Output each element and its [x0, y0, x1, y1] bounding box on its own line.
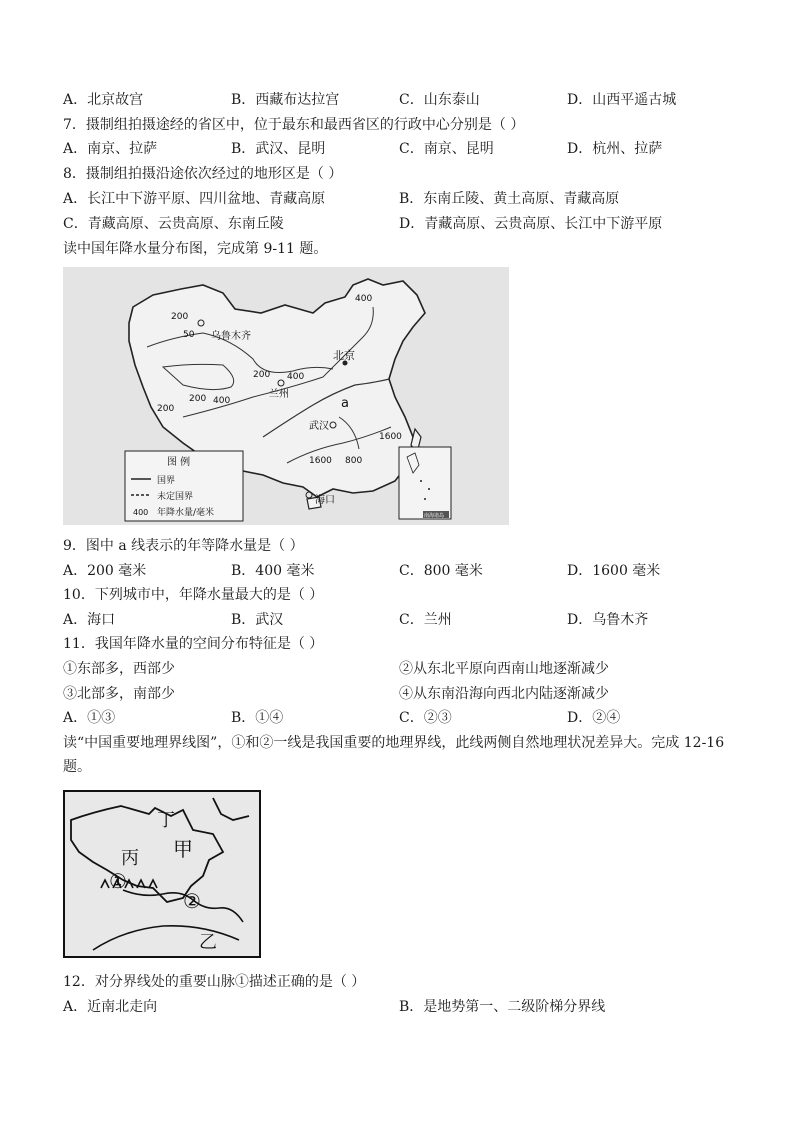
q7-option-b: B．武汉、昆明	[231, 141, 326, 157]
q7-option-a: A．南京、拉萨	[63, 141, 158, 157]
intro-12-16: 读“中国重要地理界线图”，①和②一线是我国重要的地理界线，此线两侧自然地理状况差异大。完成 12-16 题。	[63, 735, 725, 775]
q6-option-a: A．北京故宫	[63, 92, 144, 108]
q11-statement-2: ②从东北平原向西南山地逐渐减少	[399, 661, 609, 677]
isohyet-label: 50	[183, 330, 195, 340]
label-urumqi: 乌鲁木齐	[211, 331, 251, 342]
q6-option-c: C．山东泰山	[399, 92, 480, 108]
label-wuhan: 武汉	[309, 421, 329, 432]
label-yi: 乙	[199, 932, 217, 953]
legend-item-border: 国界	[157, 476, 176, 486]
q7-option-d: D．杭州、拉萨	[567, 141, 663, 157]
q11-option-b: B．①④	[231, 710, 284, 726]
q11-option-a: A．①③	[63, 710, 116, 726]
q8-option-d: D．青藏高原、云贵高原、长江中下游平原	[399, 216, 663, 232]
inset-island	[428, 488, 430, 490]
isohyet-label: 200	[171, 312, 189, 322]
legend-item-precipitation: 年降水量/毫米	[157, 508, 215, 518]
q11-statement-3: ③北部多，南部少	[63, 686, 175, 702]
isohyet-label: 1600	[309, 456, 332, 466]
q6-option-d: D．山西平遥古城	[567, 92, 677, 108]
inset-island	[424, 498, 426, 500]
isohyet-label: 800	[345, 456, 363, 466]
q11-option-d: D．②④	[567, 710, 621, 726]
inset-label: 南海诸岛	[424, 513, 445, 519]
label-jia: 甲	[173, 837, 193, 861]
legend-title: 图 例	[167, 457, 191, 468]
legend-item-undetermined-border: 未定国界	[157, 492, 194, 502]
q8-option-b: B．东南丘陵、黄土高原、青藏高原	[399, 191, 620, 207]
q10-option-c: C．兰州	[399, 612, 452, 628]
q11-stem: 11．我国年降水量的空间分布特征是（ ）	[63, 636, 324, 652]
q8-option-a: A．长江中下游平原、四川盆地、青藏高原	[63, 191, 326, 207]
label-lanzhou: 兰州	[269, 389, 289, 400]
isohyet-label: 200	[189, 394, 207, 404]
label-beijing: 北京	[333, 349, 355, 362]
q12-option-b: B．是地势第一、二级阶梯分界线	[399, 999, 606, 1015]
label-haikou: 海口	[315, 495, 335, 506]
q7-option-c: C．南京、昆明	[399, 141, 494, 157]
q8-option-c: C．青藏高原、云贵高原、东南丘陵	[63, 216, 284, 232]
q9-stem: 9．图中 a 线表示的年等降水量是（ ）	[63, 538, 304, 554]
label-circle-2: ②	[183, 889, 201, 913]
q11-statement-4: ④从东南沿海向西北内陆逐渐减少	[399, 686, 609, 702]
inset-island	[420, 480, 422, 482]
q9-option-c: C．800 毫米	[399, 563, 483, 579]
q10-option-d: D．乌鲁木齐	[567, 612, 649, 628]
isohyet-label: 400	[355, 294, 373, 304]
label-circle-1: ①	[109, 869, 127, 893]
q9-option-a: A．200 毫米	[63, 563, 147, 579]
q8-stem: 8．摄制组拍摄沿途依次经过的地形区是（ ）	[63, 166, 343, 182]
q7-stem: 7．摄制组拍摄途经的省区中，位于最东和最西省区的行政中心分别是（ ）	[63, 117, 525, 133]
isohyet-label: 400	[287, 372, 305, 382]
q11-option-c: C．②③	[399, 710, 452, 726]
q10-option-a: A．海口	[63, 612, 116, 628]
precipitation-map-svg	[63, 267, 509, 525]
label-bing: 丙	[121, 848, 139, 869]
q12-option-a: A．近南北走向	[63, 999, 158, 1015]
boundary-map	[63, 790, 261, 958]
isohyet-label: 200	[253, 370, 271, 380]
south-china-sea-inset	[399, 447, 451, 519]
isohyet-label: 200	[157, 404, 175, 414]
q11-statement-1: ①东部多，西部少	[63, 661, 175, 677]
q9-option-b: B．400 毫米	[231, 563, 315, 579]
legend-isohyet-sample: 400	[133, 508, 149, 517]
q10-option-b: B．武汉	[231, 612, 284, 628]
isohyet-label: 400	[213, 396, 231, 406]
isohyet-label: 1600	[379, 432, 402, 442]
q9-option-d: D．1600 毫米	[567, 563, 661, 579]
line-a-label: a	[341, 396, 349, 411]
q12-stem: 12．对分界线处的重要山脉①描述正确的是（ ）	[63, 974, 366, 990]
label-ding: 丁	[157, 810, 175, 831]
q6-option-b: B．西藏布达拉宫	[231, 92, 340, 108]
q10-stem: 10．下列城市中，年降水量最大的是（ ）	[63, 587, 324, 603]
boundary-map-svg	[63, 790, 261, 958]
precipitation-map	[63, 267, 509, 525]
intro-9-11: 读中国年降水量分布图，完成第 9-11 题。	[63, 241, 328, 257]
